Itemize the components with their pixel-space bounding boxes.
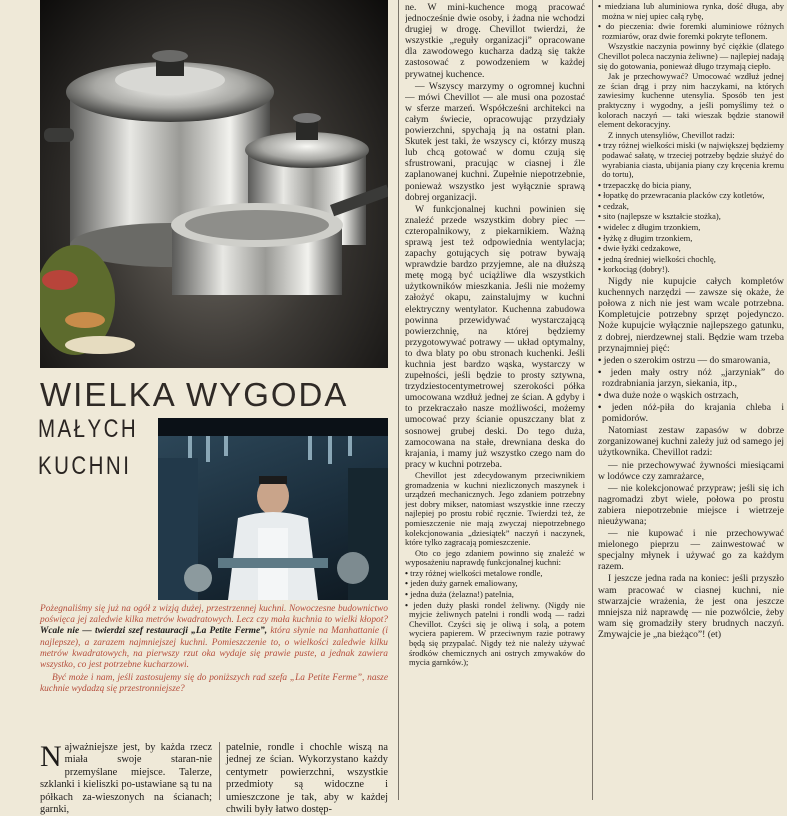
list-item: • jedna duża (żelazna!) patelnia,: [405, 590, 585, 600]
col3-paragraph-9: I jeszcze jedna rada na koniec: jeśli przyszło wam pracować w ciasnej kuchni, nie stwarzajcie wrażenia, że jest ona jeszcze mniejsza niż naprawdę — nie pozwólcie, żeby wam się gromadziły stery brudnych naczyń. Zmywajcie je „na bieżąco”! (et): [598, 573, 784, 640]
photo-caption: [40, 604, 388, 696]
col3-paragraph-6: — nie przechowywać żywności miesiącami w lodówce czy zamrażarce,: [598, 459, 784, 482]
col2-paragraph-1: ne. W mini-kuchence mogą pracować jednocześnie dwie osoby, i żadna nie wchodzi drugiej w drogę. Chevillot twierdzi, że wszystkie „reguły organizacji” opracowane dla zawodowego kucharza dadzą się także zastosować z powodzeniem w każdej prywatnej kuchence.: [405, 2, 585, 80]
headline-line-3: KUCHNI: [38, 452, 132, 480]
body-intro-text: ajważniejsze jest, by każda rzecz miała swoje staran-nie przemyślane miejsce. Talerze, szklanki i kieliszki po-ustawiane są tu na półkach za-wieszonych na ścianach; garnki,: [40, 742, 212, 816]
column-divider: [219, 742, 220, 800]
body-continued-text: patelnie, rondle i chochle wiszą na jednej ze ścian. Wykorzystano każdy centymetr powierzchni, wszystkie przedmioty są widoczne i umieszczone je tak, aby w każdej chwili były łatwo dostęp-: [226, 742, 388, 816]
col2-paragraph-5: Oto co jego zdaniem powinno się znaleźć w wyposażeniu naprawdę funkcjonalnej kuchni:: [405, 547, 585, 568]
headline-title: WIELKA WYGODA: [40, 376, 349, 413]
list-item: • trzepaczkę do bicia piany,: [598, 181, 784, 191]
caption-text-1: Pożegnaliśmy się już na ogół z wizją dużej, przestrzennej kuchni. Nowoczesne budownictwo poświęca jej zaledwie kilka metrów kwadratowych. Lecz czy mała kuchnia to wielki kłopot?: [40, 604, 388, 626]
col3-paragraph-1: Wszystkie naczynia powinny być ciężkie (dlatego Chevillot poleca naczynia żeliwne) — najlepiej nadają się do gotowania, ponieważ długo trzymają ciepło.: [598, 41, 784, 71]
col2-paragraph-2: — Wszyscy marzymy o ogromnej kuchni — mówi Chevillot — ale musi ona pozostać w sferze marzeń. Współcześni architekci na całym świecie, opracowując przydziały powierzchni, spychają ją na ostatni plan. Skutek jest taki, że wszyscy ci, którzy muszą lub chcą gotować w domu czują się sfrustrowani, pracując w ciasnej i źle zaplanowanej kuchni. Zupełnie niepotrzebnie, ponieważ wszystko jest wyłącznie sprawą dobrej organizacji.: [405, 80, 585, 203]
article-column-2: [405, 2, 585, 800]
col2-paragraph-4: Chevillot jest zdecydowanym przeciwnikiem gromadzenia w kuchni niezliczonych maszynek i urządzeń mechanicznych. Jego zdaniem potrzebny jest dobry mikser, natomiast wszystkie inne rzeczy najlepiej po prostu robić ręcznie. Twierdzi też, że pomieszczenie nie mają zwyczaj niepotrzebnego kolekcjonowania „dziesiątek” naczyń i naczynek, które tylko zagracają pomieszczenie.: [405, 469, 585, 548]
chef-illustration: [158, 418, 388, 600]
caption-text-2: która słynie na Manhattanie (i najlepsze), a zarazem najmniejszej kuchni. Pomieszczenie to, o wielkości zaledwie kilku metrów kwadratowych, na pierwszy rzut oka wydaje się prawie puste, a jednak zawiera wszystko, co jest potrzebne kucharzowi.: [40, 626, 388, 671]
list-item: • miedziana lub aluminiowa rynka, dość długa, aby można w niej upiec całą rybę,: [598, 2, 784, 21]
list-item: • cedzak,: [598, 202, 784, 212]
list-item: • łyżkę z długim trzonkiem,: [598, 234, 784, 244]
cookware-photo: [40, 0, 388, 368]
col2-paragraph-3: W funkcjonalnej kuchni powinien się znaleźć przede wszystkim dobry piec — czteropalnikowy, z piekarnikiem. Ważną sprawą jest też odpowiednia wentylacja; zapachy gotujących się potraw bywają wprawdzie bardzo przyjemne, ale na dłuższą metę mogą być uciążliwe dla wszystkich użytkowników mieszkania. Jeśli nie możemy założyć okapu, zainstalujmy w kuchni elektryczny wentylator. Kuchenna zabudowa powinna przewidywać wystarczającą powierzchnię, na której będziemy przygotowywać potrawy — układ optymalny, to dwa blaty po obu stronach kuchenki. Jeśli kuchnia jest bardzo wąska, wystarczy w zupełności, jeśli będzie to prosty sztywna, trzydziestocentymetrowej szerokości półka umocowana wzdłuż jednej ze ścian. A gdyby i to przekraczało nasze możliwości, możemy umocować przy ścianie opuszczany blat z sosnowej grubej deski. Do tego duża, zamocowana na stałe, drewniana deska do krajania, i mamy już wszystko czego nam do pracy w kuchni potrzeba.: [405, 203, 585, 470]
list-item: • korkociąg (dobry!).: [598, 265, 784, 275]
headline-line-2: MAŁYCH: [38, 415, 139, 443]
caption-quote-lead: Wcale nie — twierdzi szef restauracji „La Petite Ferme”,: [40, 626, 268, 637]
col3-paragraph-7: — nie kolekcjonować przypraw; jeśli się ich nagromadzi zbyt wiele, połowa po prostu zabiera niepotrzebnie miejsce i wietrzeje nieużywana;: [598, 482, 784, 527]
col3-paragraph-4: Nigdy nie kupujcie całych kompletów kuchennych narzędzi — zawsze się okaże, że połowa z nich nie jest wam wcale potrzebna. Kompletujcie potrzebny sprzęt pojedynczo. Noże kupujcie wyłącznie najlepszego gatunku, z dobrej, nierdzewnej stali. Będzie wam trzeba przynajmniej pięć:: [598, 276, 784, 354]
chef-photo: [158, 418, 388, 600]
list-item: • sito (najlepsze w kształcie stożka),: [598, 212, 784, 222]
list-item: • łopatkę do przewracania placków czy kotletów,: [598, 191, 784, 201]
dropcap: N: [40, 740, 62, 773]
col3-paragraph-5: Natomiast zestaw zapasów w dobrze zorganizowanej kuchni zależy już od samego jej użytkownika. Chevillot radzi:: [598, 425, 784, 459]
list-item: • dwa duże noże o wąskich ostrzach,: [598, 390, 784, 401]
list-item: • jeden o szerokim ostrzu — do smarowania,: [598, 355, 784, 366]
list-item: • jedną średniej wielkości chochlę,: [598, 255, 784, 265]
col3-paragraph-2: Jak je przechowywać? Umocować wzdłuż jednej ze ścian drąg i przy nim haczykami, na których zawiesimy kuchenne utensylia. Sposób ten jest praktyczny i wygodny, a jeśli pomyślimy też o kolorach naczyń — taki wieszak będzie stanowił element dekoracyjny.: [598, 71, 784, 130]
body-column-2: [226, 742, 388, 816]
list-item: • dwie łyżki cedzakowe,: [598, 244, 784, 254]
list-item: • do pieczenia: dwie foremki aluminiowe różnych rozmiarów, oraz dwie foremki pokryte teflonem.: [598, 22, 784, 41]
list-item: • jeden duży płaski rondel żeliwny. (Nigdy nie myjcie żeliwnych patelni i rondli wodą — radzi Chevillot. Czyści się je oliwą i solą, a potem wyciera papierem. W przeciwnym razie potrawy będą się przypalać. Nigdy też nie należy używać środków chemicznych ani ostrych zmywaków do mycia garnków.);: [405, 601, 585, 668]
list-item: • jeden duży garnek emaliowany,: [405, 579, 585, 589]
column-divider-2: [398, 0, 399, 800]
list-item: • trzy różnej wielkości miski (w największej będziemy podawać sałatę, w trzeciej potrzeby będzie służyć do wyrabiania ciasta, ubijania piany czy kręcenia kremu do tortu),: [598, 141, 784, 179]
list-item: • trzy różnej wielkości metalowe rondle,: [405, 569, 585, 579]
list-item: • jeden nóż-piła do krajania chleba i pomidorów.: [598, 402, 784, 424]
cookware-illustration: [40, 0, 388, 368]
body-column-1: [40, 742, 212, 816]
column-divider-3: [592, 0, 593, 800]
article-column-3: [598, 2, 784, 800]
list-item: • jeden mały ostry nóż „jarzyniak” do rozdrabniania jarzyn, siekania, itp.,: [598, 367, 784, 389]
col3-paragraph-3: Z innych utensyliów, Chevillot radzi:: [608, 129, 735, 140]
caption-text-3: Być może i nam, jeśli zastosujemy się do poniższych rad szefa „La Petite Ferme”, nasze kuchnie wydadzą się przestronniejsze?: [40, 673, 388, 695]
col3-paragraph-8: — nie kupować i nie przechowywać mielonego pieprzu — zainwestować w specjalny młynek i używać go za każdym razem.: [598, 528, 784, 573]
list-item: • widelec z długim trzonkiem,: [598, 223, 784, 233]
